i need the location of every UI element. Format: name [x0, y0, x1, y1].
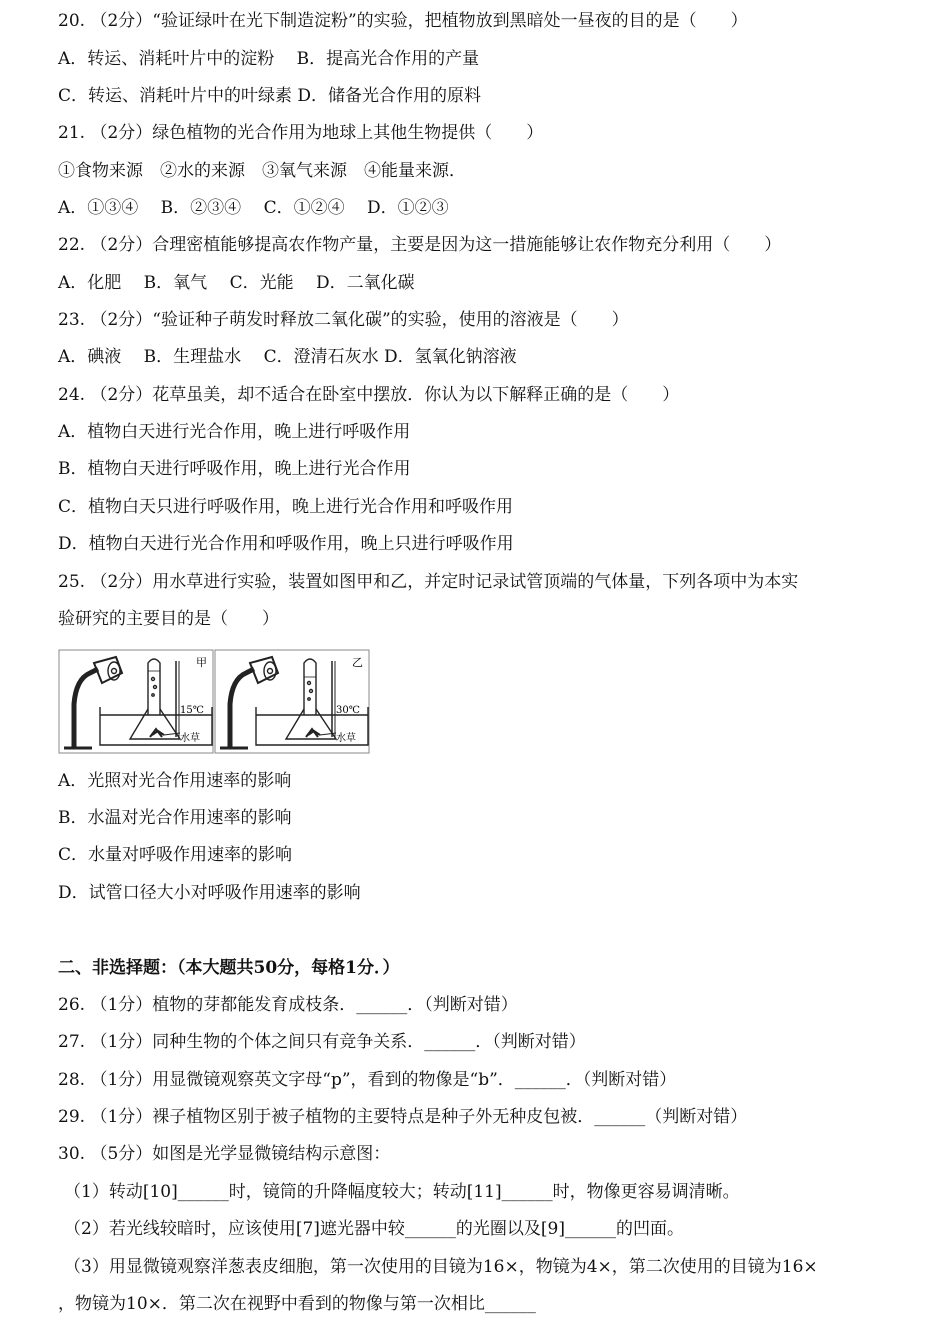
q24-option-c: C．植物白天只进行呼吸作用，晚上进行光合作用和呼吸作用: [58, 497, 514, 517]
q22-stem: 22. （2分）合理密植能够提高农作物产量，主要是因为这一措施能够让农作物充分利用（ ）: [58, 235, 782, 255]
yi-plant-label: 水草: [336, 733, 356, 744]
q29: 29. （1分）裸子植物区别于被子植物的主要特点是种子外无种皮包被．______（判断对错）: [58, 1107, 748, 1127]
yi-temperature: 30℃: [336, 705, 360, 716]
q30-part3-line1: （3）用显微镜观察洋葱表皮细胞，第一次使用的目镜为16×，物镜为4×，第二次使用的目镜为16×: [64, 1257, 818, 1277]
q23-stem: 23. （2分）“验证种子萌发时释放二氧化碳”的实验，使用的溶液是（ ）: [58, 310, 629, 330]
q25-stem-line2: 验研究的主要目的是（ ）: [58, 609, 279, 629]
q25-option-d: D．试管口径大小对呼吸作用速率的影响: [58, 883, 361, 903]
q24-option-d: D．植物白天进行光合作用和呼吸作用，晚上只进行呼吸作用: [58, 534, 514, 554]
q30-part3-line2: ，物镜为10×．第二次在视野中看到的物像与第一次相比______: [58, 1294, 536, 1314]
q21-options: A．①③④ B．②③④ C．①②④ D．①②③: [58, 198, 449, 218]
q20-stem: 20. （2分）“验证绿叶在光下制造淀粉”的实验，把植物放到黑暗处一昼夜的目的是（ ）: [58, 11, 748, 31]
q25-option-b: B．水温对光合作用速率的影响: [58, 808, 292, 828]
q26: 26. （1分）植物的芽都能发育成枝条．______．（判断对错）: [58, 995, 518, 1015]
yi-label: 乙: [352, 656, 363, 669]
q24-stem: 24. （2分）花草虽美，却不适合在卧室中摆放．你认为以下解释正确的是（ ）: [58, 385, 680, 405]
q23-options: A．碘液 B．生理盐水 C．澄清石灰水 D．氢氧化钠溶液: [58, 347, 517, 367]
q30-stem: 30. （5分）如图是光学显微镜结构示意图：: [58, 1144, 391, 1164]
section2-heading: 二、非选择题：（本大题共50分，每格1分．）: [58, 958, 400, 978]
q22-options: A．化肥 B．氧气 C．光能 D．二氧化碳: [58, 273, 415, 293]
q20-option-ab: A．转运、消耗叶片中的淀粉 B．提高光合作用的产量: [58, 49, 480, 69]
q25-option-a: A．光照对光合作用速率的影响: [58, 771, 292, 791]
jia-temperature: 15℃: [180, 705, 204, 716]
q27: 27. （1分）同种生物的个体之间只有竞争关系．______．（判断对错）: [58, 1032, 586, 1052]
jia-label: 甲: [196, 656, 207, 669]
q25-option-c: C．水量对呼吸作用速率的影响: [58, 845, 293, 865]
q24-option-a: A．植物白天进行光合作用，晚上进行呼吸作用: [58, 422, 411, 442]
jia-plant-label: 水草: [180, 733, 200, 744]
q21-stem: 21. （2分）绿色植物的光合作用为地球上其他生物提供（ ）: [58, 123, 544, 143]
q30-part1: （1）转动[10]______时，镜筒的升降幅度较大；转动[11]______时，物像更容易调清晰。: [64, 1182, 740, 1202]
q24-option-b: B．植物白天进行呼吸作用，晚上进行光合作用: [58, 459, 411, 479]
q21-items: ①食物来源 ②水的来源 ③氧气来源 ④能量来源．: [58, 161, 466, 181]
q30-part2: （2）若光线较暗时，应该使用[7]遮光器中较______的光圈以及[9]______的凹面。: [64, 1219, 684, 1239]
q20-option-cd: C．转运、消耗叶片中的叶绿素 D．储备光合作用的原料: [58, 86, 482, 106]
q25-experiment-figure: [58, 649, 370, 760]
q28: 28. （1分）用显微镜观察英文字母“p”，看到的物像是“b”．______．（判断对错）: [58, 1070, 677, 1090]
q25-stem-line1: 25. （2分）用水草进行实验，装置如图甲和乙，并定时记录试管顶端的气体量，下列各项中为本实: [58, 572, 799, 592]
